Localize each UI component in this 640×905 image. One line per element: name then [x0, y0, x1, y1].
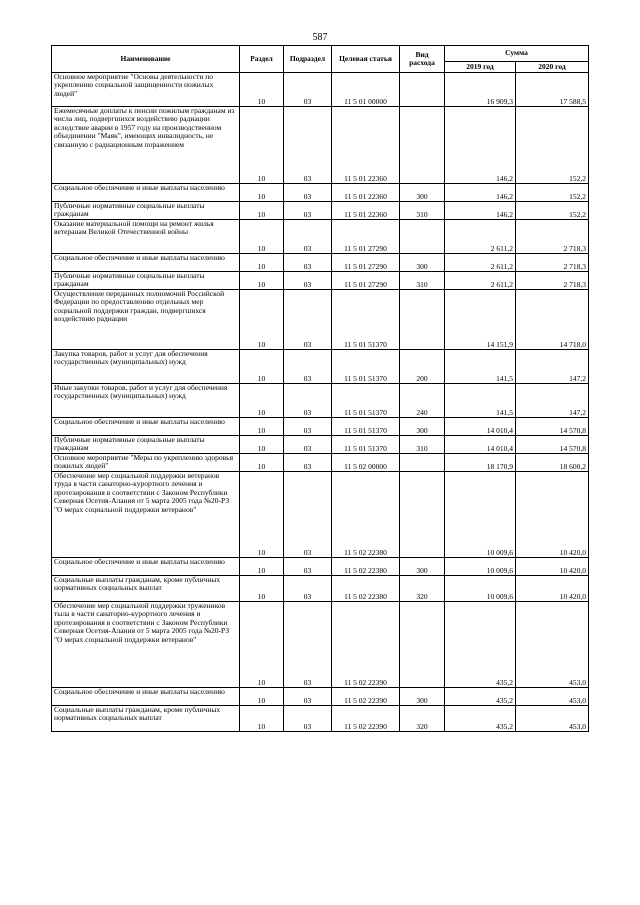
table-row — [52, 202, 589, 220]
row-expense-type — [400, 602, 445, 688]
row-target-article: 11 5 01 27290 — [332, 272, 400, 290]
row-razdel: 10 — [240, 602, 284, 688]
row-expense-type: 320 — [400, 576, 445, 602]
row-expense-type: 310 — [400, 436, 445, 454]
table-row — [52, 73, 589, 107]
row-razdel: 10 — [240, 220, 284, 254]
row-sum-2019: 141,5 — [445, 384, 516, 418]
row-sum-2020: 147,2 — [516, 384, 589, 418]
row-podrazdel: 03 — [284, 184, 332, 202]
row-razdel: 10 — [240, 73, 284, 107]
budget-table — [51, 45, 589, 732]
row-expense-type: 240 — [400, 384, 445, 418]
table-row — [52, 558, 589, 576]
row-podrazdel: 03 — [284, 290, 332, 350]
row-name: Публичные нормативные социальные выплаты гражданам — [52, 436, 240, 454]
table-row — [52, 576, 589, 602]
row-target-article: 11 5 01 27290 — [332, 220, 400, 254]
row-expense-type: 310 — [400, 272, 445, 290]
row-sum-2020: 453,0 — [516, 706, 589, 732]
row-sum-2019: 18 170,9 — [445, 454, 516, 472]
row-name: Основное мероприятие "Меры по укреплению здоровья пожилых людей" — [52, 454, 240, 472]
table-row — [52, 472, 589, 558]
row-target-article: 11 5 01 51370 — [332, 290, 400, 350]
table-row — [52, 184, 589, 202]
row-sum-2020: 14 570,8 — [516, 418, 589, 436]
row-name: Социальные выплаты гражданам, кроме публичных нормативных социальных выплат — [52, 706, 240, 732]
header-razdel: Раздел — [240, 46, 284, 73]
row-sum-2019: 146,2 — [445, 184, 516, 202]
row-razdel: 10 — [240, 384, 284, 418]
row-name: Социальное обеспечение и иные выплаты населению — [52, 418, 240, 436]
row-podrazdel: 03 — [284, 688, 332, 706]
row-name: Социальное обеспечение и иные выплаты населению — [52, 688, 240, 706]
row-expense-type: 300 — [400, 254, 445, 272]
row-razdel: 10 — [240, 418, 284, 436]
row-razdel: 10 — [240, 350, 284, 384]
row-sum-2020: 453,0 — [516, 602, 589, 688]
row-razdel: 10 — [240, 107, 284, 184]
row-razdel: 10 — [240, 254, 284, 272]
row-expense-type: 320 — [400, 706, 445, 732]
page-number: 587 — [312, 32, 328, 43]
row-podrazdel: 03 — [284, 454, 332, 472]
row-podrazdel: 03 — [284, 220, 332, 254]
row-expense-type: 300 — [400, 184, 445, 202]
row-sum-2020: 10 420,0 — [516, 472, 589, 558]
row-sum-2020: 2 718,3 — [516, 220, 589, 254]
header-expense-type: Вид расхода — [400, 46, 445, 73]
row-target-article: 11 5 02 22390 — [332, 706, 400, 732]
row-podrazdel: 03 — [284, 272, 332, 290]
table-row — [52, 290, 589, 350]
row-razdel: 10 — [240, 184, 284, 202]
row-target-article: 11 5 02 22380 — [332, 558, 400, 576]
row-podrazdel: 03 — [284, 558, 332, 576]
row-name: Социальное обеспечение и иные выплаты населению — [52, 254, 240, 272]
row-podrazdel: 03 — [284, 436, 332, 454]
row-razdel: 10 — [240, 576, 284, 602]
table-row — [52, 254, 589, 272]
row-target-article: 11 5 02 22390 — [332, 688, 400, 706]
row-name: Социальные выплаты гражданам, кроме публичных нормативных социальных выплат — [52, 576, 240, 602]
row-sum-2020: 2 718,3 — [516, 254, 589, 272]
row-name: Ежемесячные доплаты к пенсии пожилым гражданам из числа лиц, подвергшихся воздействию радиации вследствие аварии в 1957 году на производственном объединении "Маяк", имеющих инвалидность, не связанную с радиационным поражением — [52, 107, 240, 184]
row-name: Осуществление переданных полномочий Российской Федерации по предоставлению отдельных мер социальной поддержки граждан, подвергшихся воздействию радиации — [52, 290, 240, 350]
table-row — [52, 107, 589, 184]
header-podrazdel: Подраздел — [284, 46, 332, 73]
table-row — [52, 688, 589, 706]
row-expense-type — [400, 73, 445, 107]
row-podrazdel: 03 — [284, 202, 332, 220]
row-sum-2020: 10 420,0 — [516, 558, 589, 576]
row-razdel: 10 — [240, 558, 284, 576]
row-razdel: 10 — [240, 472, 284, 558]
row-razdel: 10 — [240, 688, 284, 706]
table-row — [52, 272, 589, 290]
row-sum-2019: 10 009,6 — [445, 472, 516, 558]
row-target-article: 11 5 02 22390 — [332, 602, 400, 688]
row-podrazdel: 03 — [284, 602, 332, 688]
row-target-article: 11 5 01 22360 — [332, 107, 400, 184]
row-name: Закупка товаров, работ и услуг для обеспечения государственных (муниципальных) нужд — [52, 350, 240, 384]
row-sum-2019: 2 611,2 — [445, 254, 516, 272]
row-sum-2020: 147,2 — [516, 350, 589, 384]
row-sum-2019: 14 010,4 — [445, 436, 516, 454]
row-sum-2019: 141,5 — [445, 350, 516, 384]
table-row — [52, 436, 589, 454]
table-row — [52, 602, 589, 688]
row-sum-2020: 14 718,0 — [516, 290, 589, 350]
row-target-article: 11 5 01 27290 — [332, 254, 400, 272]
row-razdel: 10 — [240, 436, 284, 454]
row-podrazdel: 03 — [284, 254, 332, 272]
row-expense-type — [400, 107, 445, 184]
row-sum-2019: 10 009,6 — [445, 576, 516, 602]
row-expense-type: 300 — [400, 558, 445, 576]
row-target-article: 11 5 01 51370 — [332, 384, 400, 418]
row-sum-2019: 435,2 — [445, 688, 516, 706]
table-row — [52, 418, 589, 436]
row-sum-2019: 2 611,2 — [445, 220, 516, 254]
row-sum-2020: 453,0 — [516, 688, 589, 706]
row-razdel: 10 — [240, 290, 284, 350]
row-target-article: 11 5 02 22380 — [332, 472, 400, 558]
table-row — [52, 384, 589, 418]
row-sum-2020: 152,2 — [516, 184, 589, 202]
row-target-article: 11 5 01 51370 — [332, 436, 400, 454]
row-sum-2020: 18 600,2 — [516, 454, 589, 472]
row-sum-2020: 14 570,8 — [516, 436, 589, 454]
row-expense-type: 200 — [400, 350, 445, 384]
row-podrazdel: 03 — [284, 107, 332, 184]
row-expense-type: 310 — [400, 202, 445, 220]
row-sum-2019: 14 010,4 — [445, 418, 516, 436]
row-sum-2020: 152,2 — [516, 202, 589, 220]
row-expense-type — [400, 220, 445, 254]
header-name: Наименование — [52, 46, 240, 73]
row-expense-type — [400, 290, 445, 350]
row-name: Публичные нормативные социальные выплаты гражданам — [52, 272, 240, 290]
row-sum-2019: 2 611,2 — [445, 272, 516, 290]
row-name: Социальное обеспечение и иные выплаты населению — [52, 184, 240, 202]
header-target-article: Целевая статья — [332, 46, 400, 73]
row-name: Иные закупки товаров, работ и услуг для обеспечения государственных (муниципальных) нужд — [52, 384, 240, 418]
row-target-article: 11 5 01 22360 — [332, 202, 400, 220]
table-row — [52, 706, 589, 732]
row-target-article: 11 5 01 51370 — [332, 350, 400, 384]
row-sum-2019: 16 909,3 — [445, 73, 516, 107]
row-name: Основное мероприятие "Основы деятельности по укреплению социальной защищенности пожилых людей" — [52, 73, 240, 107]
row-target-article: 11 5 01 22360 — [332, 184, 400, 202]
row-name: Обеспечение мер социальной поддержки ветеранов труда в части санаторно-курортного лечения и протезирования в соответствии с Законом Республики Северная Осетия-Алания от 5 марта 2005 года №20-РЗ "О мерах социальной поддержки ветеранов" — [52, 472, 240, 558]
row-name: Социальное обеспечение и иные выплаты населению — [52, 558, 240, 576]
row-sum-2019: 146,2 — [445, 202, 516, 220]
row-sum-2019: 14 151,9 — [445, 290, 516, 350]
row-name: Обеспечение мер социальной поддержки тружеников тыла в части санаторно-курортного лечения и протезирования в соответствии с Законом Республики Северная Осетия-Алания от 5 марта 2005 года №20-РЗ "О мерах социальной поддержки ветеранов" — [52, 602, 240, 688]
row-name: Публичные нормативные социальные выплаты гражданам — [52, 202, 240, 220]
row-expense-type: 300 — [400, 418, 445, 436]
row-sum-2019: 435,2 — [445, 602, 516, 688]
table-body — [52, 73, 589, 732]
table-row — [52, 350, 589, 384]
row-target-article: 11 5 02 00000 — [332, 454, 400, 472]
row-sum-2020: 10 420,0 — [516, 576, 589, 602]
row-expense-type — [400, 472, 445, 558]
row-razdel: 10 — [240, 272, 284, 290]
row-podrazdel: 03 — [284, 706, 332, 732]
row-target-article: 11 5 02 22380 — [332, 576, 400, 602]
row-sum-2020: 2 718,3 — [516, 272, 589, 290]
header-year-2020: 2020 год — [516, 62, 589, 73]
header-sum: Сумма — [445, 46, 589, 62]
row-sum-2019: 146,2 — [445, 107, 516, 184]
row-expense-type — [400, 454, 445, 472]
row-podrazdel: 03 — [284, 73, 332, 107]
row-sum-2020: 152,2 — [516, 107, 589, 184]
table-row — [52, 220, 589, 254]
row-podrazdel: 03 — [284, 350, 332, 384]
table-row — [52, 454, 589, 472]
row-podrazdel: 03 — [284, 384, 332, 418]
row-podrazdel: 03 — [284, 576, 332, 602]
row-sum-2019: 435,2 — [445, 706, 516, 732]
row-sum-2020: 17 588,5 — [516, 73, 589, 107]
row-expense-type: 300 — [400, 688, 445, 706]
row-razdel: 10 — [240, 454, 284, 472]
header-year-2019: 2019 год — [445, 62, 516, 73]
row-razdel: 10 — [240, 706, 284, 732]
row-podrazdel: 03 — [284, 472, 332, 558]
row-razdel: 10 — [240, 202, 284, 220]
row-target-article: 11 5 01 00000 — [332, 73, 400, 107]
row-target-article: 11 5 01 51370 — [332, 418, 400, 436]
row-name: Оказание материальной помощи на ремонт жилья ветеранам Великой Отечественной войны — [52, 220, 240, 254]
row-podrazdel: 03 — [284, 418, 332, 436]
row-sum-2019: 10 009,6 — [445, 558, 516, 576]
